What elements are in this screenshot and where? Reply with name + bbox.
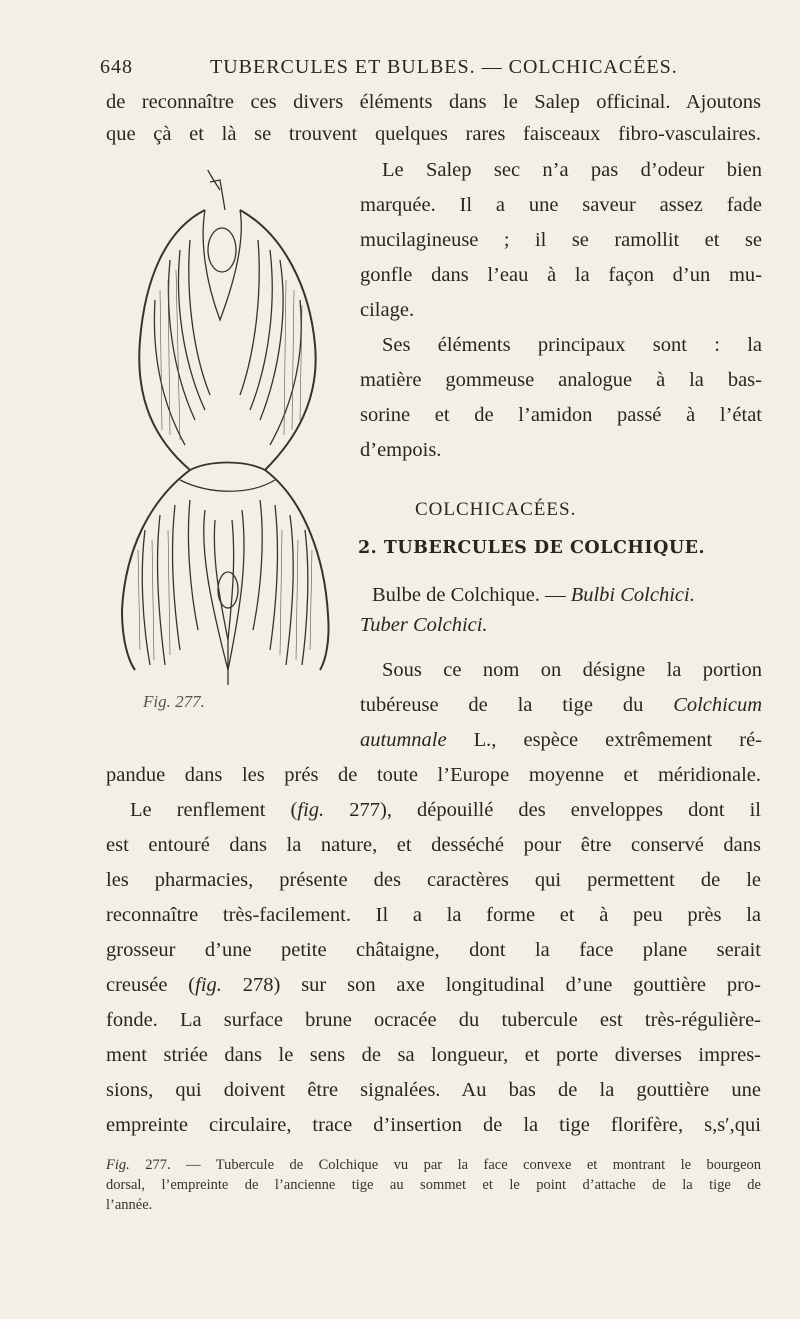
latin-name: Bulbi Colchici. — [570, 584, 695, 606]
latin-name: Tuber Colchici. — [360, 614, 488, 636]
footnote-line: l’année. — [106, 1197, 153, 1213]
footnote-line — [106, 1158, 761, 1173]
section-title: COLCHICACÉES. — [415, 499, 577, 520]
text-span: tubéreuse de la tige du — [360, 694, 644, 716]
text-line: d’empois. — [360, 439, 442, 461]
text-line: reconnaître très-facilement. Il a la forme et à peu près la — [106, 904, 761, 926]
text-line: sorine et de l’amidon passé à l’état — [360, 404, 762, 426]
text-line: que çà et là se trouvent quelques rares faisceaux fibro-vasculaires. — [106, 123, 761, 145]
text-line: les pharmacies, présente des caractères qui permettent de le — [106, 869, 761, 891]
footnote-line: dorsal, l’empreinte de l’ancienne tige au sommet et le point d’attache de la tige de — [106, 1177, 761, 1193]
text-line: marquée. Il a une saveur assez fade — [360, 194, 762, 216]
figure-reference: Fig. — [106, 1157, 130, 1173]
text-span: 277), dépouillé des enveloppes dont il — [349, 799, 762, 821]
latin-name: Colchicum — [673, 694, 763, 716]
text-line: mucilagineuse ; il se ramollit et se — [360, 229, 762, 251]
text-line: pandue dans les prés de toute l’Europe moyenne et méridionale. — [106, 764, 761, 786]
text-line: est entouré dans la nature, et desséché pour être conservé dans — [106, 834, 761, 856]
text-span: 278) sur son axe longitudinal d’une gouttière pro- — [242, 974, 762, 996]
figure-reference: fig. — [195, 974, 222, 996]
text-span: creusée ( — [106, 974, 196, 996]
text-line: Le Salep sec n’a pas d’odeur bien — [382, 159, 762, 181]
colchicum-tuber-illustration — [110, 170, 350, 690]
text-line: gonfle dans l’eau à la façon d’un mu- — [360, 264, 762, 286]
text-line: grosseur d’une petite châtaigne, dont la face plane serait — [106, 939, 761, 961]
text-line: cilage. — [360, 299, 415, 321]
latin-name: autumnale — [360, 729, 447, 751]
text-line — [360, 730, 762, 751]
text-span: L., espèce extrêmement ré- — [473, 729, 762, 751]
text-span: Le renflement ( — [130, 799, 298, 821]
text-line — [360, 695, 762, 716]
text-line — [106, 975, 761, 996]
text-line: de reconnaître ces divers éléments dans le Salep officinal. Ajoutons — [106, 91, 761, 113]
text-line: Ses éléments principaux sont : la — [382, 334, 762, 356]
figure-reference: fig. — [297, 799, 325, 821]
text-line: fonde. La surface brune ocracée du tubercule est très-régulière- — [106, 1009, 761, 1031]
text-line: sions, qui doivent être signalées. Au bas de la gouttière une — [106, 1079, 761, 1101]
text-line — [360, 615, 488, 636]
text-line: matière gommeuse analogue à la bas- — [360, 369, 762, 391]
text-line: ment striée dans le sens de sa longueur, et porte diverses impres- — [106, 1044, 761, 1066]
text-line: empreinte circulaire, trace d’insertion de la tige florifère, s,s′,qui — [106, 1114, 761, 1136]
running-title: TUBERCULES ET BULBES. — COLCHICACÉES. — [210, 56, 678, 78]
figure-label: Fig. 277. — [143, 692, 205, 711]
subsection-title: 2. TUBERCULES DE COLCHIQUE. — [358, 538, 706, 558]
text-line — [130, 800, 761, 821]
page-number: 648 — [100, 56, 133, 78]
text-line — [372, 585, 695, 606]
text-span: Bulbe de Colchique. — — [372, 584, 566, 606]
text-span: 277. — Tubercule de Colchique vu par la face convexe et montrant le bourgeon — [145, 1157, 762, 1173]
text-line: Sous ce nom on désigne la portion — [382, 659, 762, 681]
